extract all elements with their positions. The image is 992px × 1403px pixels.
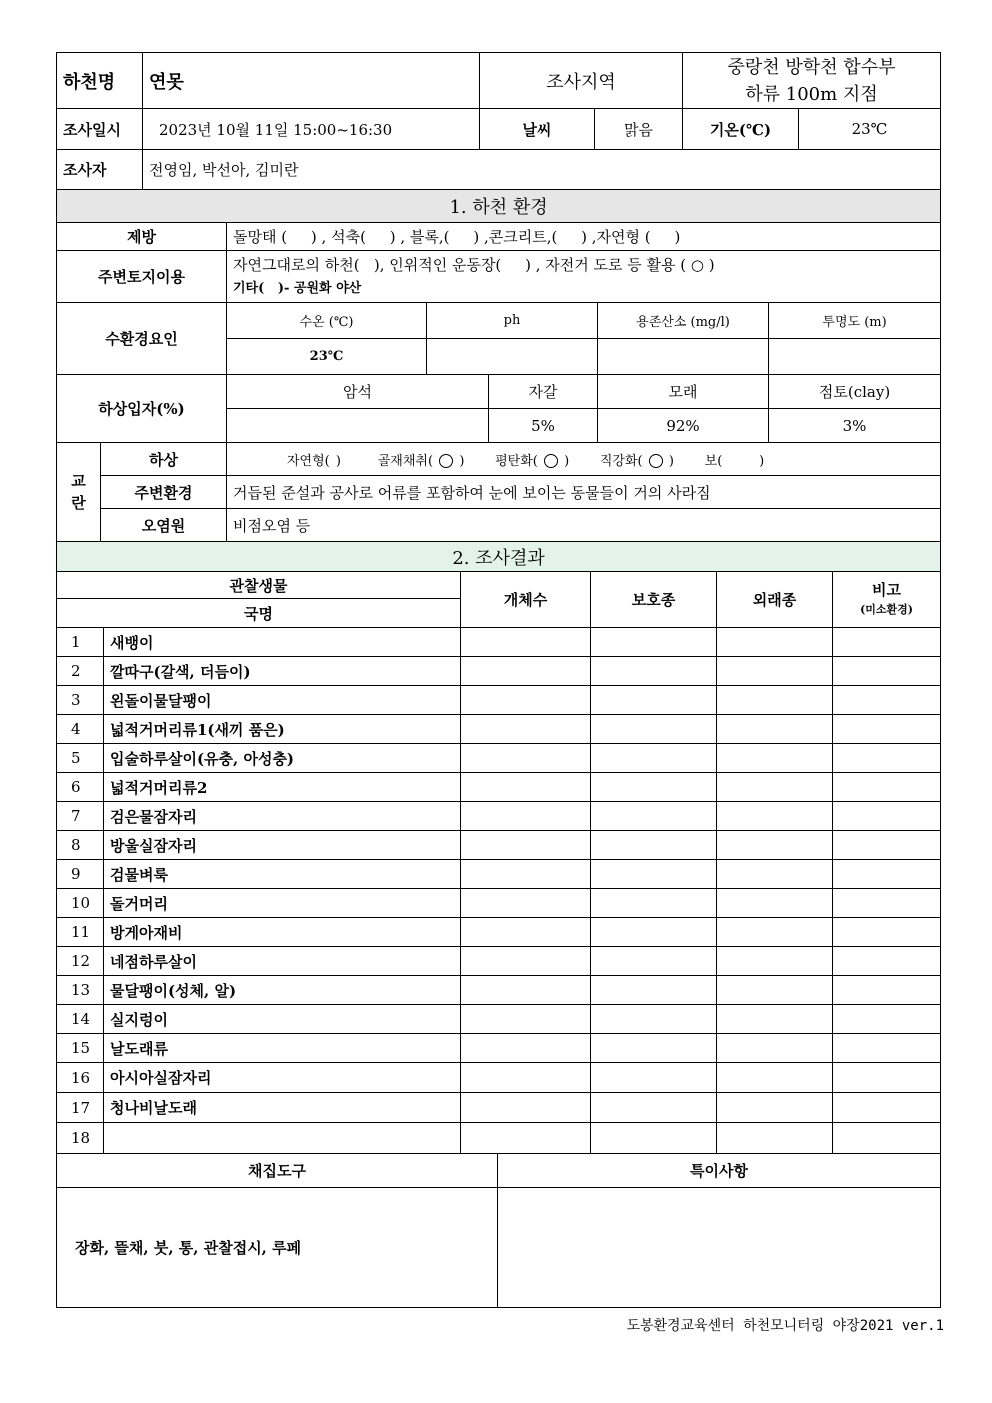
species-name: 검은물잠자리 (104, 802, 461, 831)
alien-cell (717, 744, 833, 773)
note-cell (833, 1063, 941, 1093)
note-cell (833, 831, 941, 860)
protected-cell (591, 1034, 717, 1063)
ph-value (427, 339, 598, 375)
species-name: 날도래류 (104, 1034, 461, 1063)
dissolved-oxygen-value (598, 339, 769, 375)
row-number: 10 (57, 889, 104, 918)
protected-cell (591, 1005, 717, 1034)
land-use-line2: 기타( )- 공원화 야산 (233, 280, 362, 296)
bottom-table (56, 1153, 941, 1308)
levee-label: 제방 (57, 223, 227, 251)
alien-cell (717, 1123, 833, 1154)
note-cell (833, 1093, 941, 1123)
transparency-value (769, 339, 941, 375)
note-cell (833, 947, 941, 976)
count-cell (461, 947, 591, 976)
protected-cell (591, 744, 717, 773)
protected-cell (591, 860, 717, 889)
protected-cell (591, 715, 717, 744)
row-number: 13 (57, 976, 104, 1005)
weir-option: 보( ) (704, 453, 765, 469)
table-row (57, 831, 941, 860)
note-cell (833, 744, 941, 773)
note-cell (833, 976, 941, 1005)
alien-cell (717, 889, 833, 918)
dissolved-oxygen-header: 용존산소 (mg/l) (598, 303, 769, 339)
land-use-value (227, 251, 941, 303)
count-cell (461, 1063, 591, 1093)
species-name: 넓적거머리류1(새끼 품은) (104, 715, 461, 744)
count-cell (461, 1123, 591, 1154)
table-row (57, 715, 941, 744)
korean-name-header: 국명 (57, 599, 461, 628)
table-row (57, 1123, 941, 1154)
surveyor-label: 조사자 (57, 150, 143, 190)
species-name: 방게아재비 (104, 918, 461, 947)
protected-cell (591, 976, 717, 1005)
count-cell (461, 831, 591, 860)
alien-cell (717, 628, 833, 657)
row-number: 7 (57, 802, 104, 831)
protected-header: 보호종 (591, 572, 717, 628)
date-label: 조사일시 (57, 109, 143, 150)
alien-cell (717, 715, 833, 744)
pollution-label: 오염원 (101, 509, 227, 542)
alien-cell (717, 1034, 833, 1063)
row-number: 8 (57, 831, 104, 860)
note-label: 비고 (872, 580, 902, 599)
count-cell (461, 744, 591, 773)
protected-cell (591, 831, 717, 860)
row-number: 18 (57, 1123, 104, 1154)
species-name: 입술하루살이(유충, 아성충) (104, 744, 461, 773)
table-row (57, 1063, 941, 1093)
surveyor-value: 전영임, 박선아, 김미란 (143, 150, 941, 190)
species-name: 네점하루살이 (104, 947, 461, 976)
alien-cell (717, 1063, 833, 1093)
land-use-line1: 자연그대로의 하천( ), 인위적인 운동장( ) , 자전거 도로 등 활용 ( ○ ) (233, 255, 715, 274)
species-name: 물달팽이(성체, 알) (104, 976, 461, 1005)
note-cell (833, 802, 941, 831)
note-header (833, 572, 941, 628)
count-cell (461, 657, 591, 686)
species-name: 실지렁이 (104, 1005, 461, 1034)
species-name: 방울실잠자리 (104, 831, 461, 860)
river-environment-table (56, 189, 941, 542)
alien-cell (717, 657, 833, 686)
species-name: 넓적거머리류2 (104, 773, 461, 802)
table-row (57, 947, 941, 976)
area-label: 조사지역 (480, 53, 683, 109)
row-number: 1 (57, 628, 104, 657)
section2-title: 2. 조사결과 (57, 542, 941, 572)
row-number: 14 (57, 1005, 104, 1034)
riverbed-label: 하상 (101, 443, 227, 476)
table-row (57, 889, 941, 918)
protected-cell (591, 657, 717, 686)
count-cell (461, 1093, 591, 1123)
species-name (104, 1123, 461, 1154)
table-row (57, 628, 941, 657)
river-value: 연못 (143, 53, 480, 109)
table-row (57, 1005, 941, 1034)
row-number: 9 (57, 860, 104, 889)
channelization-close: ) (668, 453, 674, 469)
circle-mark-icon (439, 454, 453, 468)
species-name: 돌거머리 (104, 889, 461, 918)
clay-value: 3% (769, 409, 941, 443)
row-number: 12 (57, 947, 104, 976)
protected-cell (591, 686, 717, 715)
levee-value: 돌망태 ( ) , 석축( ) , 블록,( ) ,콘크리트,( ) ,자연형 ( ) (227, 223, 941, 251)
weather-label: 날씨 (480, 109, 595, 150)
row-number: 6 (57, 773, 104, 802)
area-value (683, 53, 941, 109)
table-row (57, 657, 941, 686)
surrounding-value: 거듭된 준설과 공사로 어류를 포함하여 눈에 보이는 동물들이 거의 사라짐 (227, 476, 941, 509)
note-cell (833, 1005, 941, 1034)
channelization-option: 직강화( (599, 453, 643, 469)
area-line1: 중랑천 방학천 합수부 (727, 56, 896, 78)
species-name: 새뱅이 (104, 628, 461, 657)
water-temp-value: 23℃ (227, 339, 427, 375)
note-cell (833, 773, 941, 802)
transparency-header: 투명도 (m) (769, 303, 941, 339)
protected-cell (591, 947, 717, 976)
land-use-label: 주변토지이용 (57, 251, 227, 303)
alien-cell (717, 976, 833, 1005)
count-cell (461, 773, 591, 802)
count-cell (461, 686, 591, 715)
alien-cell (717, 918, 833, 947)
aggregate-close: ) (459, 453, 465, 469)
section1-title: 1. 하천 환경 (57, 190, 941, 223)
temp-value: 23℃ (799, 109, 941, 150)
alien-cell (717, 802, 833, 831)
water-factor-label: 수환경요인 (57, 303, 227, 375)
count-cell (461, 1005, 591, 1034)
alien-cell (717, 1093, 833, 1123)
protected-cell (591, 1123, 717, 1154)
survey-sheet (56, 52, 940, 1308)
count-cell (461, 860, 591, 889)
note-cell (833, 889, 941, 918)
count-cell (461, 628, 591, 657)
alien-cell (717, 860, 833, 889)
species-name: 청나비날도래 (104, 1093, 461, 1123)
table-row (57, 976, 941, 1005)
water-temp-header: 수온 (℃) (227, 303, 427, 339)
note-cell (833, 657, 941, 686)
note-sub-label: (미소환경) (860, 602, 913, 616)
pollution-value: 비점오염 등 (227, 509, 941, 542)
disturbance-label: 교란 (57, 443, 101, 542)
sand-header: 모래 (598, 375, 769, 409)
aggregate-option: 골재채취( (377, 453, 434, 469)
note-cell (833, 1123, 941, 1154)
species-name: 아시아실잠자리 (104, 1063, 461, 1093)
note-cell (833, 860, 941, 889)
row-number: 2 (57, 657, 104, 686)
flattening-close: ) (564, 453, 570, 469)
observed-header: 관찰생물 (57, 572, 461, 599)
alien-cell (717, 947, 833, 976)
alien-cell (717, 831, 833, 860)
table-row (57, 744, 941, 773)
protected-cell (591, 802, 717, 831)
note-cell (833, 628, 941, 657)
row-number: 11 (57, 918, 104, 947)
special-header: 특이사항 (498, 1154, 941, 1188)
count-header: 개체수 (461, 572, 591, 628)
alien-header: 외래종 (717, 572, 833, 628)
table-row (57, 1034, 941, 1063)
table-row (57, 802, 941, 831)
note-cell (833, 1034, 941, 1063)
count-cell (461, 1034, 591, 1063)
date-value: 2023년 10월 11일 15:00~16:30 (143, 109, 480, 150)
table-row (57, 773, 941, 802)
rock-header: 암석 (227, 375, 489, 409)
table-row (57, 686, 941, 715)
row-number: 4 (57, 715, 104, 744)
footer-text: 도봉환경교육센터 하천모니터링 야장2021 ver.1 (626, 1318, 944, 1334)
area-line2: 하류 100m 지점 (745, 83, 878, 105)
table-row (57, 918, 941, 947)
protected-cell (591, 889, 717, 918)
alien-cell (717, 1005, 833, 1034)
survey-results-table (56, 541, 941, 1154)
species-name: 깔따구(갈색, 더듬이) (104, 657, 461, 686)
protected-cell (591, 1093, 717, 1123)
table-row (57, 1093, 941, 1123)
protected-cell (591, 773, 717, 802)
note-cell (833, 686, 941, 715)
row-number: 17 (57, 1093, 104, 1123)
riverbed-value (227, 443, 941, 476)
circle-mark-icon (649, 454, 663, 468)
alien-cell (717, 686, 833, 715)
tools-header: 채집도구 (57, 1154, 498, 1188)
sand-value: 92% (598, 409, 769, 443)
note-cell (833, 715, 941, 744)
count-cell (461, 918, 591, 947)
weather-value: 맑음 (595, 109, 683, 150)
row-number: 16 (57, 1063, 104, 1093)
rock-value (227, 409, 489, 443)
alien-cell (717, 773, 833, 802)
natural-option: 자연형( ) (287, 453, 341, 469)
species-name: 검물벼룩 (104, 860, 461, 889)
temp-label: 기온(℃) (683, 109, 799, 150)
bed-particle-label: 하상입자(%) (57, 375, 227, 443)
river-label: 하천명 (57, 53, 143, 109)
special-value (498, 1188, 941, 1308)
row-number: 3 (57, 686, 104, 715)
count-cell (461, 976, 591, 1005)
row-number: 15 (57, 1034, 104, 1063)
species-list (57, 628, 941, 1154)
flattening-option: 평탄화( (495, 453, 538, 469)
protected-cell (591, 628, 717, 657)
protected-cell (591, 918, 717, 947)
ph-header: ph (427, 303, 598, 339)
count-cell (461, 715, 591, 744)
gravel-value: 5% (489, 409, 598, 443)
protected-cell (591, 1063, 717, 1093)
table-row (57, 860, 941, 889)
count-cell (461, 889, 591, 918)
gravel-header: 자갈 (489, 375, 598, 409)
species-name: 왼돌이물달팽이 (104, 686, 461, 715)
surrounding-label: 주변환경 (101, 476, 227, 509)
count-cell (461, 802, 591, 831)
header-table (56, 52, 941, 190)
row-number: 5 (57, 744, 104, 773)
circle-mark-icon (544, 454, 558, 468)
note-cell (833, 918, 941, 947)
clay-header: 점토(clay) (769, 375, 941, 409)
tools-value: 장화, 뜰채, 붓, 통, 관찰접시, 루페 (57, 1188, 498, 1308)
